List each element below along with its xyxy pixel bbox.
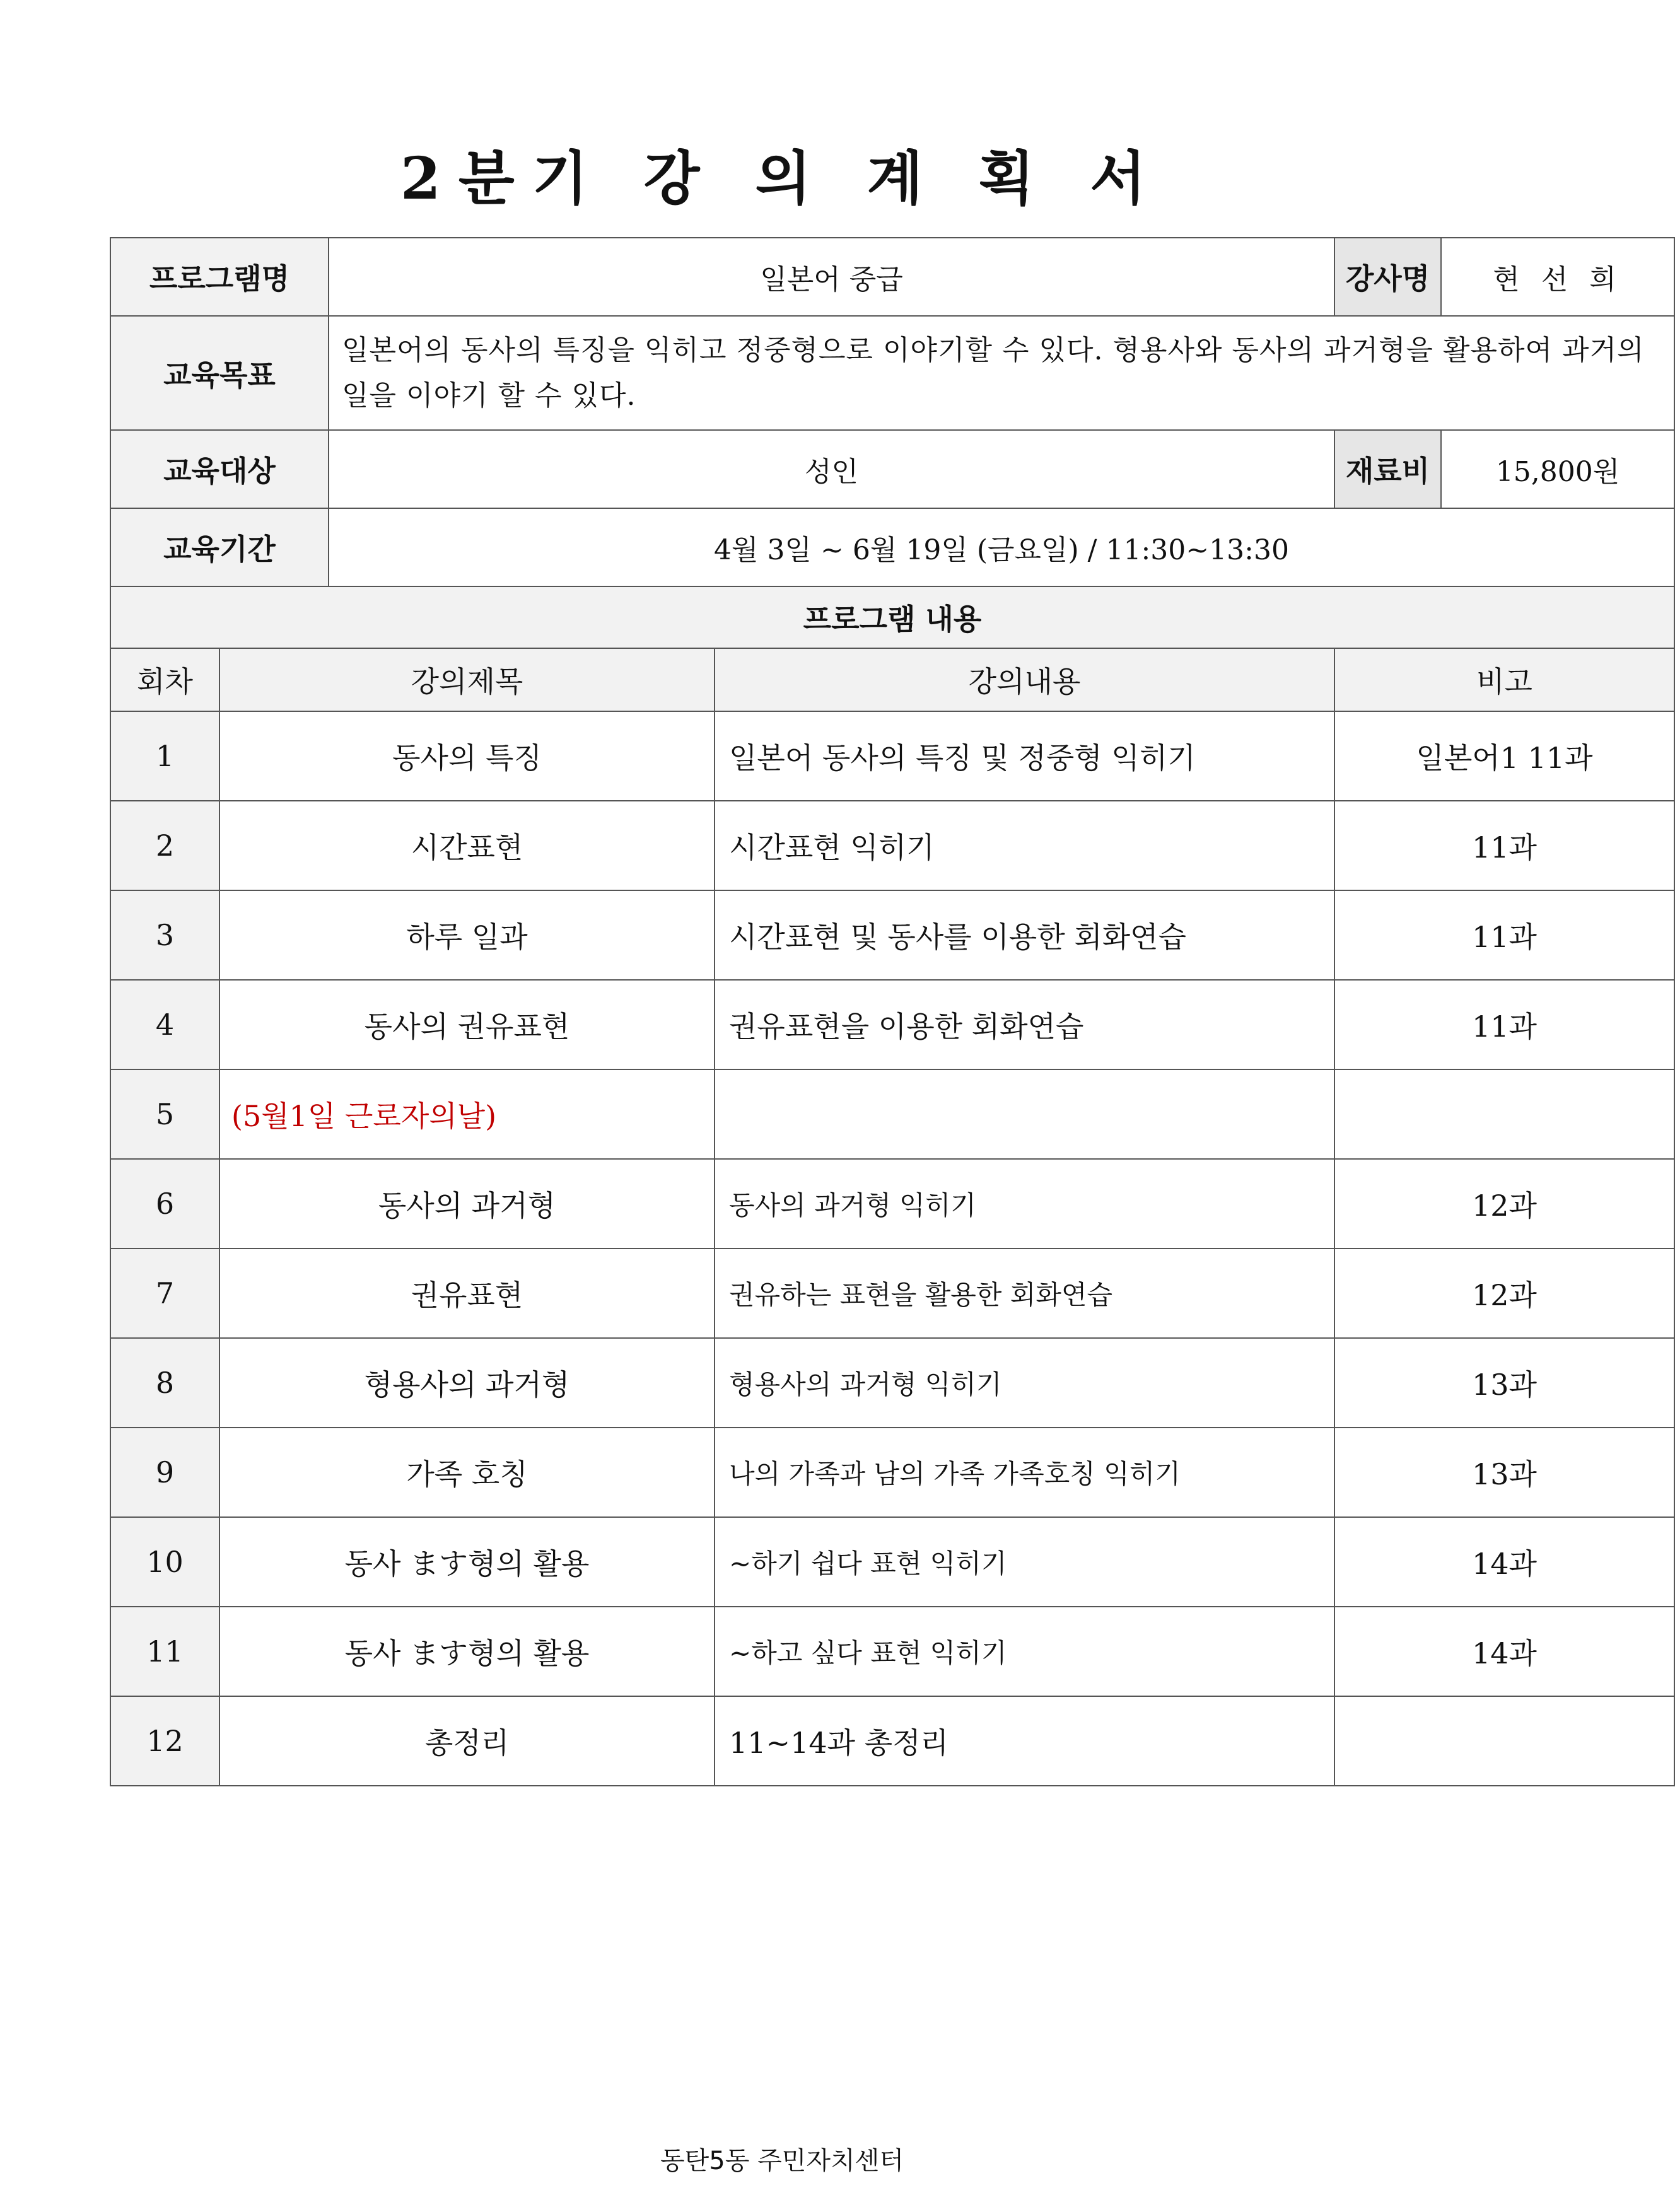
lecture-content: 시간표현 및 동사를 이용한 회화연습 [715,890,1334,980]
goal-row [110,316,1674,430]
footer-organization: 동탄5동 주민자치센터 [660,2146,904,2175]
target-row [110,430,1674,508]
lecture-title: 가족 호칭 [219,1428,715,1517]
lecture-title: 동사의 권유표현 [219,980,715,1069]
col-header-session: 회차 [110,648,219,711]
lecture-title: 동사 ます형의 활용 [219,1607,715,1696]
lecture-title: 하루 일과 [219,890,715,980]
document-title: 2분기 강 의 계 획 서 [400,144,1164,212]
period-row [110,508,1674,586]
lecture-content: 권유표현을 이용한 회화연습 [715,980,1334,1069]
holiday-note: (5월1일 근로자의날) [219,1069,715,1159]
session-number: 1 [110,711,219,801]
lecture-content: 동사의 과거형 익히기 [715,1159,1334,1249]
table-row [110,1249,1674,1338]
lecture-content: 권유하는 표현을 활용한 회화연습 [715,1249,1334,1338]
lecture-note: 11과 [1334,890,1674,980]
session-number: 5 [110,1069,219,1159]
lecture-content [715,1069,1334,1159]
lecture-note: 11과 [1334,980,1674,1069]
goal-label: 교육목표 [110,316,329,430]
lecture-content: 나의 가족과 남의 가족 가족호칭 익히기 [715,1428,1334,1517]
teacher-value: 현 선 희 [1441,238,1674,316]
lecture-note [1334,1069,1674,1159]
lecture-content: ~하기 쉽다 표현 익히기 [715,1517,1334,1607]
lecture-note [1334,1696,1674,1786]
program-content-heading: 프로그램 내용 [110,586,1674,648]
lecture-note: 13과 [1334,1338,1674,1428]
session-number: 3 [110,890,219,980]
lecture-title: 동사 ます형의 활용 [219,1517,715,1607]
table-row [110,1428,1674,1517]
lecture-title: 권유표현 [219,1249,715,1338]
session-number: 2 [110,801,219,890]
table-row [110,801,1674,890]
lecture-title: 시간표현 [219,801,715,890]
lecture-title: 동사의 특징 [219,711,715,801]
target-label: 교육대상 [110,430,329,508]
program-row [110,238,1674,316]
col-header-content: 강의내용 [715,648,1334,711]
column-header-row [110,648,1674,711]
table-row [110,711,1674,801]
program-name-label: 프로그램명 [110,238,329,316]
lecture-title: 동사의 과거형 [219,1159,715,1249]
lecture-title: 형용사의 과거형 [219,1338,715,1428]
session-number: 8 [110,1338,219,1428]
material-fee-value: 15,800원 [1441,430,1674,508]
lecture-plan-table [110,237,1675,1786]
session-number: 4 [110,980,219,1069]
goal-value: 일본어의 동사의 특징을 익히고 정중형으로 이야기할 수 있다. 형용사와 동사의 과거형을 활용하여 과거의 일을 이야기 할 수 있다. [329,316,1674,430]
session-number: 11 [110,1607,219,1696]
lecture-note: 12과 [1334,1159,1674,1249]
table-row [110,1338,1674,1428]
table-row [110,1159,1674,1249]
session-number: 7 [110,1249,219,1338]
session-number: 12 [110,1696,219,1786]
lecture-content: 형용사의 과거형 익히기 [715,1338,1334,1428]
period-label: 교육기간 [110,508,329,586]
section-row [110,586,1674,648]
teacher-label: 강사명 [1334,238,1441,316]
table-row [110,980,1674,1069]
lecture-content: 11~14과 총정리 [715,1696,1334,1786]
lecture-note: 14과 [1334,1517,1674,1607]
lecture-note: 14과 [1334,1607,1674,1696]
table-row [110,1069,1674,1159]
session-number: 9 [110,1428,219,1517]
material-fee-label: 재료비 [1334,430,1441,508]
period-value: 4월 3일 ~ 6월 19일 (금요일) / 11:30~13:30 [329,508,1674,586]
table-row [110,1696,1674,1786]
col-header-title: 강의제목 [219,648,715,711]
col-header-note: 비고 [1334,648,1674,711]
session-number: 6 [110,1159,219,1249]
lecture-content: ~하고 싶다 표현 익히기 [715,1607,1334,1696]
session-number: 10 [110,1517,219,1607]
table-row [110,1607,1674,1696]
lecture-note: 일본어1 11과 [1334,711,1674,801]
table-row [110,1517,1674,1607]
lecture-content: 시간표현 익히기 [715,801,1334,890]
program-name-value: 일본어 중급 [329,238,1334,316]
lecture-note: 13과 [1334,1428,1674,1517]
table-row [110,890,1674,980]
lecture-note: 12과 [1334,1249,1674,1338]
lecture-title: 총정리 [219,1696,715,1786]
target-value: 성인 [329,430,1334,508]
lecture-note: 11과 [1334,801,1674,890]
lecture-content: 일본어 동사의 특징 및 정중형 익히기 [715,711,1334,801]
